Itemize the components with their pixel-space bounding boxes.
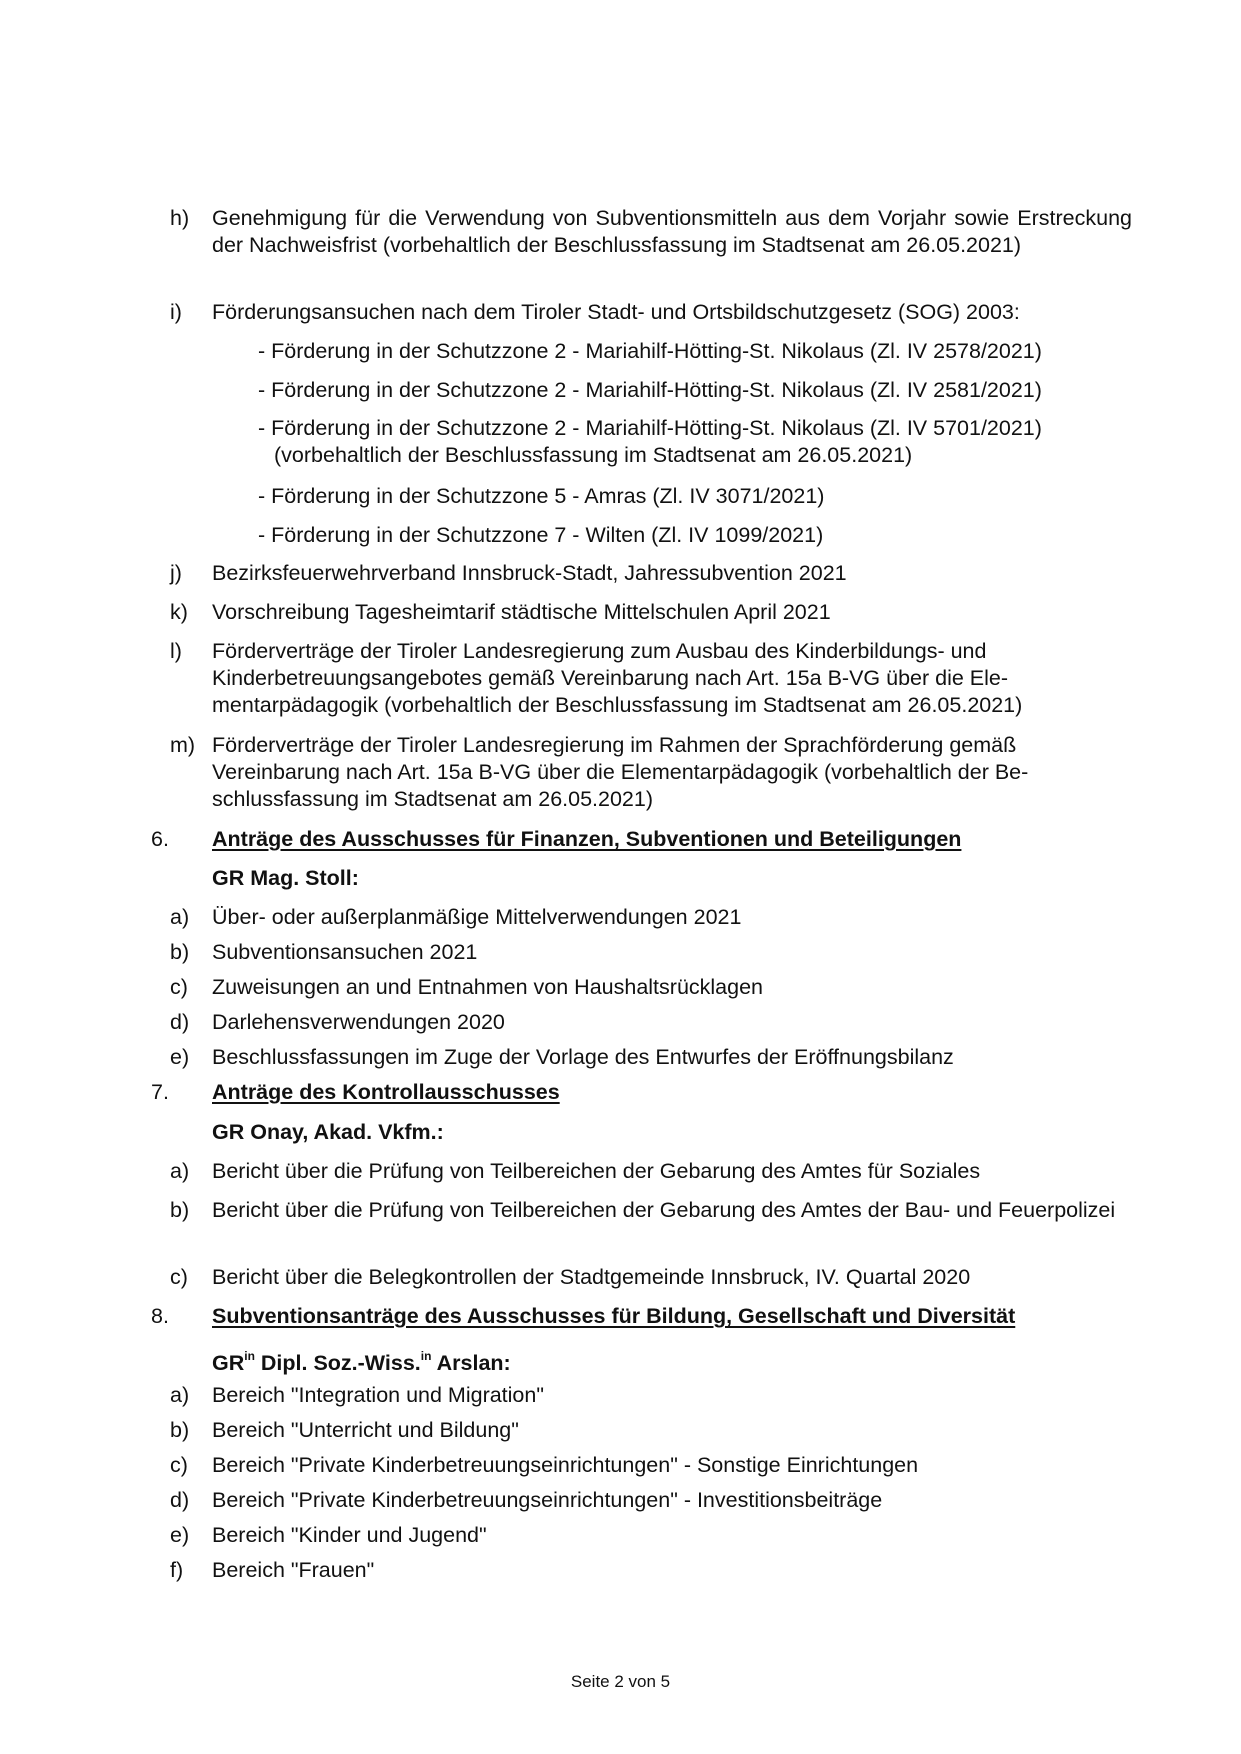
item-text: Bereich "Kinder und Jugend": [212, 1523, 487, 1547]
list-item: [170, 1487, 1132, 1514]
list-item: [170, 1382, 1132, 1409]
item-label: i): [170, 300, 182, 324]
list-item: [170, 1197, 1132, 1224]
item-label: a): [170, 1383, 190, 1407]
list-item: [170, 1452, 1132, 1479]
subitem-continuation: (vorbehaltlich der Beschlussfassung im Stadtsenat am 26.05.2021): [274, 443, 913, 467]
subitem: [258, 522, 1158, 549]
item-text: Bericht über die Belegkontrollen der Stadtgemeinde Innsbruck, IV. Quartal 2020: [212, 1265, 971, 1289]
item-text: Zuweisungen an und Entnahmen von Haushaltsrücklagen: [212, 975, 764, 999]
section-title: Anträge des Kontrollausschusses: [212, 1080, 560, 1104]
item-text: Bericht über die Prüfung von Teilbereichen der Gebarung des Amtes der Bau- und Feuerpolizei: [212, 1198, 1116, 1222]
section-title: Anträge des Ausschusses für Finanzen, Subventionen und Beteiligungen: [212, 827, 962, 851]
subitem-text: - Förderung in der Schutzzone 2 - Mariahilf-Hötting-St. Nikolaus (Zl. IV 2581/2021): [258, 378, 1042, 402]
list-item-j: [170, 560, 1132, 587]
subitem: [258, 483, 1158, 510]
section-title: Subventionsanträge des Ausschusses für Bildung, Gesellschaft und Diversität: [212, 1304, 1016, 1328]
item-label: a): [170, 905, 190, 929]
item-label: b): [170, 1418, 190, 1442]
item-label: c): [170, 1453, 188, 1477]
item-label: d): [170, 1010, 190, 1034]
list-item: [170, 1417, 1132, 1444]
list-item: [170, 974, 1132, 1001]
section-number: 6.: [151, 827, 169, 851]
item-label: j): [170, 561, 182, 585]
item-text: Darlehensverwendungen 2020: [212, 1010, 505, 1034]
list-item-i: [170, 299, 1132, 326]
item-text-line: Vereinbarung nach Art. 15a B-VG über die Elementarpädagogik (vorbehaltlich der Be-: [212, 760, 1029, 784]
item-label: b): [170, 1198, 190, 1222]
speaker-name: GR Onay, Akad. Vkfm.:: [212, 1120, 444, 1144]
subitem-text: - Förderung in der Schutzzone 2 - Mariahilf-Hötting-St. Nikolaus (Zl. IV 2578/2021): [258, 339, 1042, 363]
section-number: 8.: [151, 1304, 169, 1328]
item-text-line: Kinderbetreuungsangebotes gemäß Vereinbarung nach Art. 15a B-VG über die Ele-: [212, 666, 1009, 690]
item-text: Bereich "Unterricht und Bildung": [212, 1418, 519, 1442]
item-text-line: Förderverträge der Tiroler Landesregierung zum Ausbau des Kinderbildungs- und: [212, 639, 987, 663]
list-item: [170, 1522, 1132, 1549]
item-label: m): [170, 733, 196, 757]
subitem-text: - Förderung in der Schutzzone 5 - Amras (Zl. IV 3071/2021): [258, 484, 825, 508]
list-item-m: [170, 732, 1132, 813]
item-text: Vorschreibung Tagesheimtarif städtische Mittelschulen April 2021: [212, 600, 831, 624]
item-label: k): [170, 600, 188, 624]
item-label: d): [170, 1488, 190, 1512]
item-label: a): [170, 1159, 190, 1183]
subitem: [258, 377, 1158, 404]
list-item: [170, 1264, 1132, 1291]
item-label: c): [170, 1265, 188, 1289]
item-text: Bereich "Private Kinderbetreuungseinrichtungen" - Investitionsbeiträge: [212, 1488, 883, 1512]
list-item-h: [170, 205, 1132, 259]
item-text: Bereich "Integration und Migration": [212, 1383, 544, 1407]
item-label: e): [170, 1045, 190, 1069]
item-text: Beschlussfassungen im Zuge der Vorlage des Entwurfes der Eröffnungsbilanz: [212, 1045, 954, 1069]
item-text: Über- oder außerplanmäßige Mittelverwendungen 2021: [212, 905, 742, 929]
item-label: l): [170, 639, 182, 663]
page-number: Seite 2 von 5: [570, 1672, 671, 1691]
subitem-text: - Förderung in der Schutzzone 2 - Mariahilf-Hötting-St. Nikolaus (Zl. IV 5701/2021): [258, 416, 1042, 440]
item-label: h): [170, 206, 190, 230]
list-item: [170, 1009, 1132, 1036]
list-item: [170, 904, 1132, 931]
list-item: [170, 1158, 1132, 1185]
item-text-line: Förderverträge der Tiroler Landesregierung im Rahmen der Sprachförderung gemäß: [212, 733, 1017, 757]
subitem: [258, 338, 1158, 365]
list-item-k: [170, 599, 1132, 626]
list-item: [170, 1557, 1132, 1584]
item-text: Subventionsansuchen 2021: [212, 940, 478, 964]
list-item-l: [170, 638, 1132, 719]
item-text: Bereich "Frauen": [212, 1558, 375, 1582]
list-item: [170, 1044, 1132, 1071]
item-text: Bereich "Private Kinderbetreuungseinrichtungen" - Sonstige Einrichtungen: [212, 1453, 919, 1477]
item-label: b): [170, 940, 190, 964]
item-text: Förderungsansuchen nach dem Tiroler Stadt- und Ortsbildschutzgesetz (SOG) 2003:: [212, 300, 1020, 324]
section-number: 7.: [151, 1080, 169, 1104]
item-text-line: mentarpädagogik (vorbehaltlich der Beschlussfassung im Stadtsenat am 26.05.2021): [212, 693, 1023, 717]
speaker-name: GR Mag. Stoll:: [212, 866, 359, 890]
speaker-name: $GR^{in}$ Dipl. Soz.-Wiss.$^{in}$ Arslan:: [212, 1349, 511, 1375]
item-text: Bericht über die Prüfung von Teilbereichen der Gebarung des Amtes für Soziales: [212, 1159, 981, 1183]
item-label: f): [170, 1558, 184, 1582]
list-item: [170, 939, 1132, 966]
item-text: Bezirksfeuerwehrverband Innsbruck-Stadt, Jahressubvention 2021: [212, 561, 847, 585]
item-label: c): [170, 975, 188, 999]
subitem-text: - Förderung in der Schutzzone 7 - Wilten (Zl. IV 1099/2021): [258, 523, 824, 547]
subitem: [258, 415, 1158, 469]
item-text: Genehmigung für die Verwendung von Subventionsmitteln aus dem Vorjahr sowie Erstreckung der Nachweisfrist (vorbehaltlich der Beschlussfassung im Stadtsenat am 26.05.2021): [212, 206, 1132, 257]
item-label: e): [170, 1523, 190, 1547]
item-text-line: schlussfassung im Stadtsenat am 26.05.2021): [212, 787, 654, 811]
